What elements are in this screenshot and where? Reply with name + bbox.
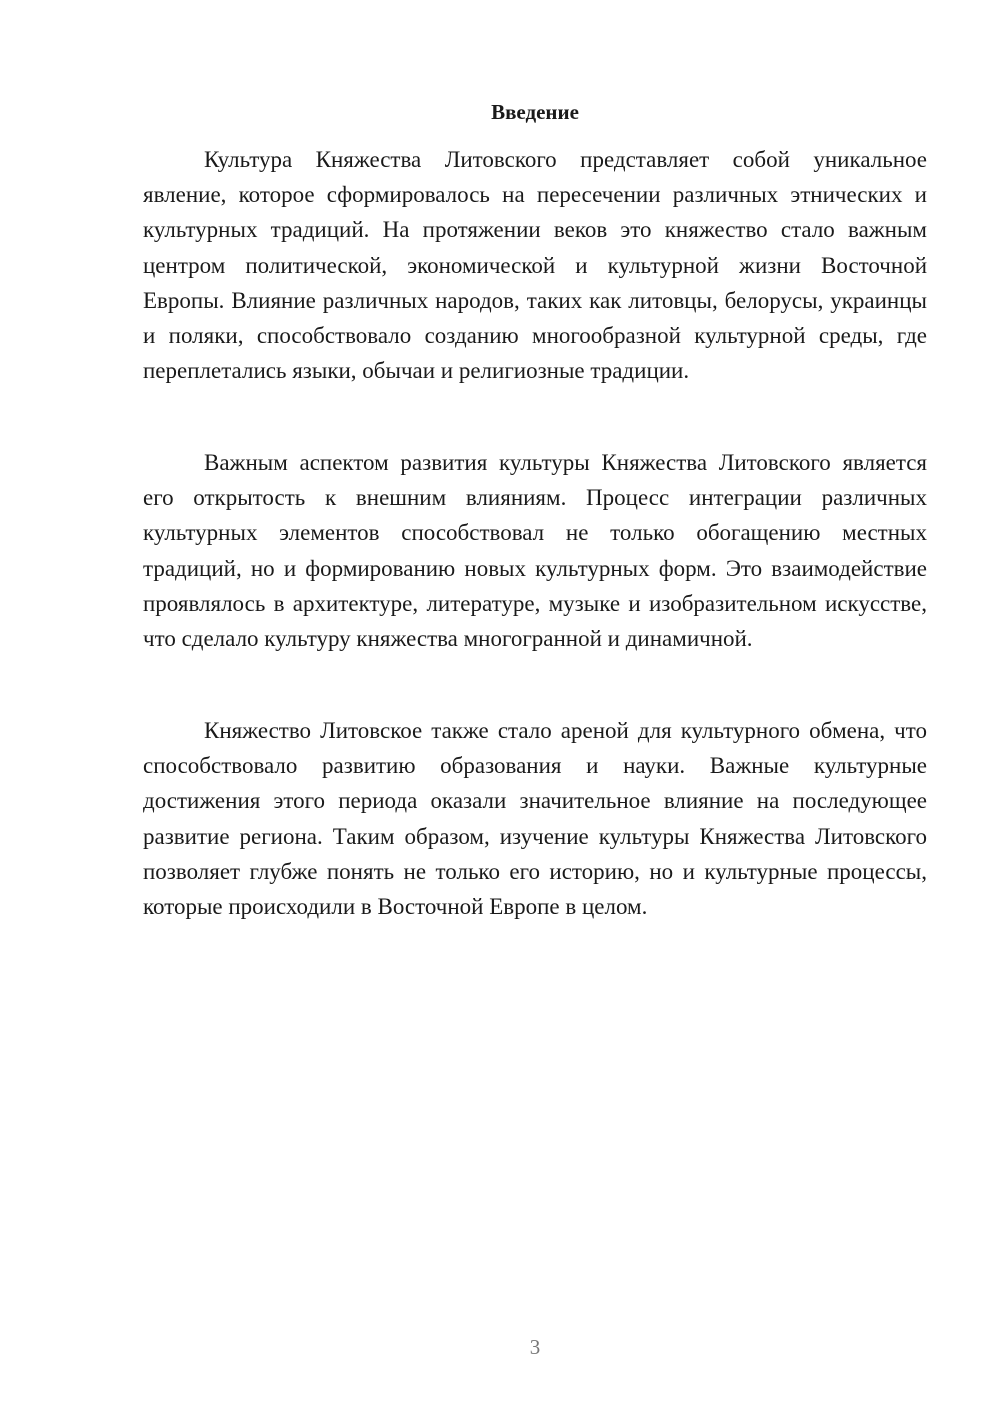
paragraph-1: Культура Княжества Литовского представляет собой уникальное явление, которое сформировалось на пересечении различных этнических и культурных традиций. На протяжении веков это княжество стало важным центром политической, экономической и культурной жизни Восточной Европы. Влияние различных народов, таких как литовцы, белорусы, украинцы и поляки, способствовало созданию многообразной культурной среды, где переплетались языки, обычаи и религиозные традиции. — [143, 147, 927, 384]
paragraph-3: Княжество Литовское также стало ареной для культурного обмена, что способствовало развитию образования и науки. Важные культурные достижения этого периода оказали значительное влияние на последующее развитие региона. Таким образом, изучение культуры Княжества Литовского позволяет глубже понять не только его историю, но и культурные процессы, которые происходили в Восточной Европе в целом. — [143, 718, 927, 920]
paragraph-2: Важным аспектом развития культуры Княжества Литовского является его открытость к внешним влияниям. Процесс интеграции различных культурных элементов способствовал не только обогащению местных традиций, но и формированию новых культурных форм. Это взаимодействие проявлялось в архитектуре, литературе, музыке и изобразительном искусстве, что сделало культуру княжества многогранной и динамичной. — [143, 450, 927, 652]
page-number: 3 — [529, 1335, 541, 1359]
page-heading: Введение — [491, 100, 579, 124]
